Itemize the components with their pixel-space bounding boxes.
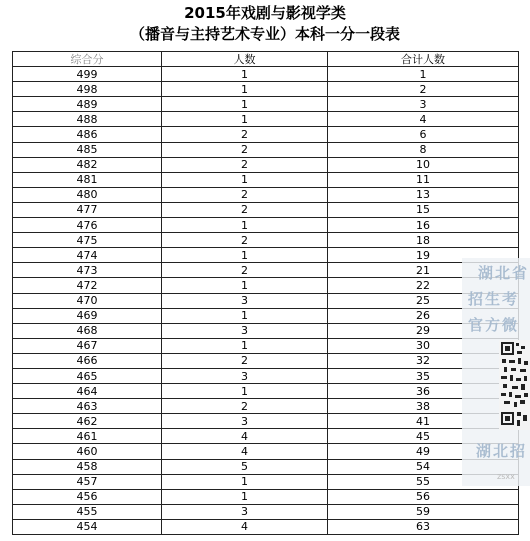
count-cell: 1 <box>162 172 328 187</box>
table-row <box>13 338 519 353</box>
table-row <box>13 248 519 263</box>
cumulative-cell: 13 <box>328 187 519 202</box>
cumulative-cell: 29 <box>328 323 519 338</box>
table-row <box>13 323 519 338</box>
score-cell: 480 <box>13 187 162 202</box>
count-cell: 2 <box>162 399 328 414</box>
count-cell: 1 <box>162 338 328 353</box>
cumulative-cell: 45 <box>328 429 519 444</box>
table-row <box>13 519 519 534</box>
count-cell: 4 <box>162 429 328 444</box>
table-row <box>13 399 519 414</box>
count-cell: 3 <box>162 293 328 308</box>
score-cell: 473 <box>13 263 162 278</box>
score-cell: 469 <box>13 308 162 323</box>
count-cell: 1 <box>162 248 328 263</box>
table-row <box>13 218 519 233</box>
score-cell: 467 <box>13 338 162 353</box>
score-cell: 465 <box>13 368 162 383</box>
watermark-text: 招生考 <box>468 290 520 308</box>
table-row <box>13 384 519 399</box>
count-cell: 2 <box>162 142 328 157</box>
score-cell: 481 <box>13 172 162 187</box>
table-row <box>13 444 519 459</box>
table-row <box>13 474 519 489</box>
page-subtitle: （播音与主持艺术专业）本科一分一段表 <box>129 25 400 43</box>
cumulative-cell: 1 <box>328 67 519 82</box>
score-cell: 461 <box>13 429 162 444</box>
cumulative-cell: 2 <box>328 82 519 97</box>
score-cell: 460 <box>13 444 162 459</box>
cumulative-cell: 38 <box>328 399 519 414</box>
table-row <box>13 429 519 444</box>
score-cell: 466 <box>13 353 162 368</box>
count-cell: 1 <box>162 82 328 97</box>
count-cell: 3 <box>162 414 328 429</box>
column-header-score: 综合分 <box>13 52 162 67</box>
table-row <box>13 82 519 97</box>
score-cell: 499 <box>13 67 162 82</box>
table-row <box>13 353 519 368</box>
watermark-text: 湖北省 <box>478 264 530 282</box>
score-cell: 457 <box>13 474 162 489</box>
cumulative-cell: 4 <box>328 112 519 127</box>
cumulative-cell: 56 <box>328 489 519 504</box>
table-row <box>13 67 519 82</box>
count-cell: 4 <box>162 519 328 534</box>
table-body <box>13 67 519 535</box>
count-cell: 2 <box>162 127 328 142</box>
cumulative-cell: 22 <box>328 278 519 293</box>
table-row <box>13 278 519 293</box>
table-row <box>13 142 519 157</box>
cumulative-cell: 11 <box>328 172 519 187</box>
score-cell: 486 <box>13 127 162 142</box>
cumulative-cell: 19 <box>328 248 519 263</box>
table-row <box>13 308 519 323</box>
score-cell: 456 <box>13 489 162 504</box>
score-cell: 498 <box>13 82 162 97</box>
table-row <box>13 368 519 383</box>
cumulative-cell: 21 <box>328 263 519 278</box>
count-cell: 1 <box>162 218 328 233</box>
table-row <box>13 504 519 519</box>
count-cell: 2 <box>162 202 328 217</box>
table-row <box>13 187 519 202</box>
cumulative-cell: 15 <box>328 202 519 217</box>
cumulative-cell: 35 <box>328 368 519 383</box>
score-cell: 463 <box>13 399 162 414</box>
count-cell: 1 <box>162 278 328 293</box>
count-cell: 2 <box>162 263 328 278</box>
count-cell: 1 <box>162 308 328 323</box>
count-cell: 3 <box>162 323 328 338</box>
table-row <box>13 489 519 504</box>
count-cell: 5 <box>162 459 328 474</box>
table-row <box>13 127 519 142</box>
cumulative-cell: 18 <box>328 233 519 248</box>
score-cell: 475 <box>13 233 162 248</box>
score-cell: 464 <box>13 384 162 399</box>
watermark-text: 官方微 <box>468 316 520 334</box>
count-cell: 1 <box>162 384 328 399</box>
table-row <box>13 293 519 308</box>
cumulative-cell: 55 <box>328 474 519 489</box>
score-cell: 454 <box>13 519 162 534</box>
cumulative-cell: 8 <box>328 142 519 157</box>
score-cell: 455 <box>13 504 162 519</box>
cumulative-cell: 41 <box>328 414 519 429</box>
score-cell: 477 <box>13 202 162 217</box>
qr-code-icon <box>499 340 530 430</box>
count-cell: 2 <box>162 233 328 248</box>
cumulative-cell: 6 <box>328 127 519 142</box>
table-row <box>13 157 519 172</box>
score-distribution-table <box>12 51 519 535</box>
count-cell: 2 <box>162 353 328 368</box>
cumulative-cell: 10 <box>328 157 519 172</box>
watermark-small-text: zsxx <box>497 472 515 481</box>
score-cell: 474 <box>13 248 162 263</box>
score-cell: 489 <box>13 97 162 112</box>
table-row <box>13 459 519 474</box>
table-row <box>13 172 519 187</box>
table-row <box>13 112 519 127</box>
cumulative-cell: 25 <box>328 293 519 308</box>
score-cell: 468 <box>13 323 162 338</box>
cumulative-cell: 63 <box>328 519 519 534</box>
table-row <box>13 263 519 278</box>
count-cell: 1 <box>162 97 328 112</box>
score-cell: 470 <box>13 293 162 308</box>
score-cell: 485 <box>13 142 162 157</box>
cumulative-cell: 36 <box>328 384 519 399</box>
count-cell: 3 <box>162 504 328 519</box>
score-cell: 472 <box>13 278 162 293</box>
count-cell: 1 <box>162 474 328 489</box>
cumulative-cell: 16 <box>328 218 519 233</box>
count-cell: 1 <box>162 112 328 127</box>
column-header-cumulative: 合计人数 <box>328 52 519 67</box>
table-row <box>13 97 519 112</box>
cumulative-cell: 26 <box>328 308 519 323</box>
page-title: 2015年戏剧与影视学类 <box>184 4 346 22</box>
count-cell: 2 <box>162 187 328 202</box>
score-cell: 462 <box>13 414 162 429</box>
table-row <box>13 202 519 217</box>
score-cell: 476 <box>13 218 162 233</box>
count-cell: 1 <box>162 489 328 504</box>
cumulative-cell: 49 <box>328 444 519 459</box>
column-header-count: 人数 <box>162 52 328 67</box>
watermark-text: 湖北招 <box>476 442 528 460</box>
score-cell: 488 <box>13 112 162 127</box>
table-header-row <box>13 52 519 67</box>
count-cell: 4 <box>162 444 328 459</box>
cumulative-cell: 59 <box>328 504 519 519</box>
count-cell: 3 <box>162 368 328 383</box>
cumulative-cell: 54 <box>328 459 519 474</box>
cumulative-cell: 32 <box>328 353 519 368</box>
table-row <box>13 233 519 248</box>
table-row <box>13 414 519 429</box>
count-cell: 2 <box>162 157 328 172</box>
score-cell: 458 <box>13 459 162 474</box>
count-cell: 1 <box>162 67 328 82</box>
cumulative-cell: 3 <box>328 97 519 112</box>
score-cell: 482 <box>13 157 162 172</box>
cumulative-cell: 30 <box>328 338 519 353</box>
